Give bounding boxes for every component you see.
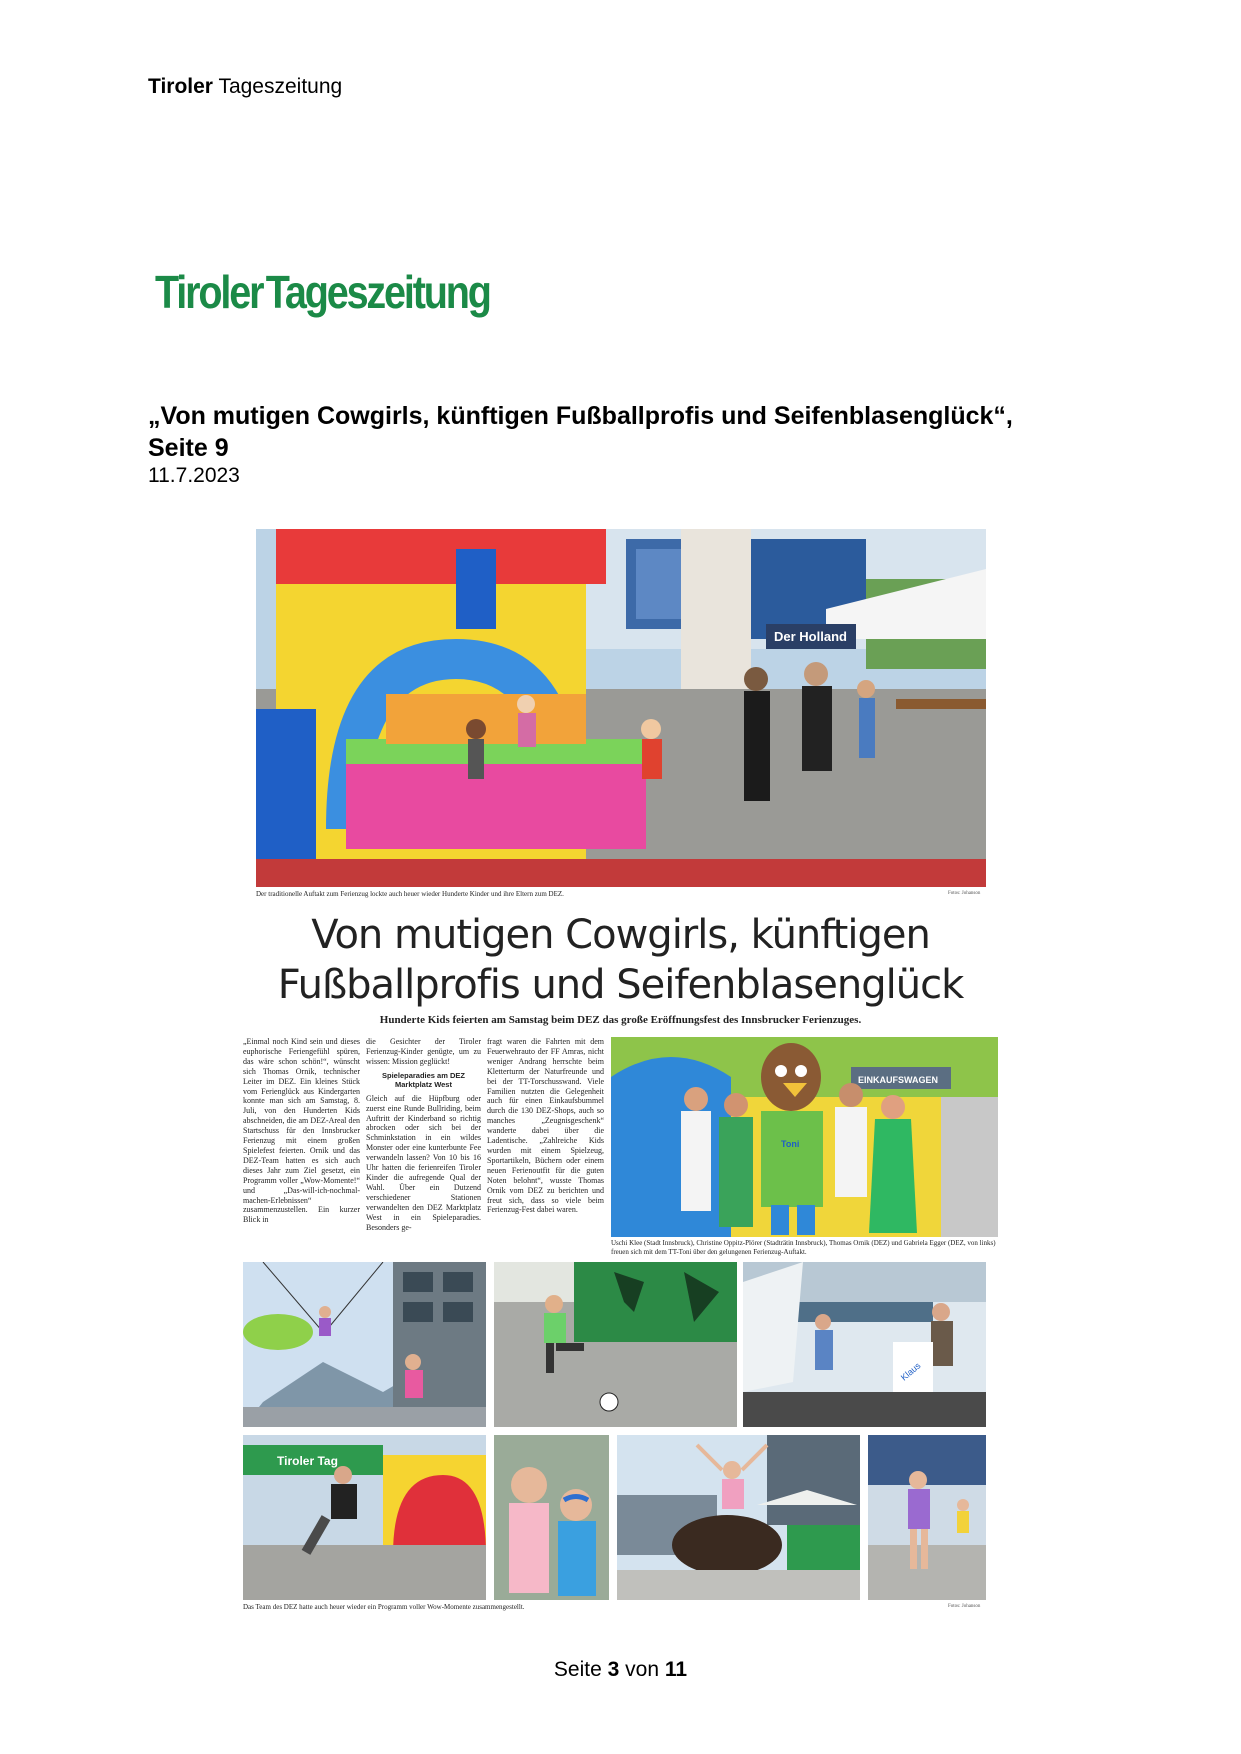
page-footer [0, 1658, 1241, 1682]
group-mascot-photo [611, 1037, 998, 1237]
header-brand-regular: Tageszeitung [218, 75, 343, 98]
clipping-subheadline: Hunderte Kids feierten am Samstag beim DEZ das große Eröffnungsfest des Innsbrucker Ferienzuges. [379, 1014, 862, 1026]
clipping-headline [243, 910, 998, 1010]
band-sign-text: Klaus [898, 1360, 923, 1383]
girl-dancing-photo [868, 1435, 986, 1600]
soccer-kick-photo [494, 1262, 737, 1427]
bull-riding-photo [617, 1435, 860, 1600]
logo-right-word: Tageszeitung [265, 266, 490, 318]
bungee-trampoline-photo [243, 1262, 486, 1427]
article-title-line2: Seite 9 [148, 434, 229, 462]
footer-prefix: Seite [553, 1658, 602, 1681]
article-column-2 [366, 1037, 481, 1232]
bottom-photo-caption: Das Team des DEZ hatte auch heuer wieder ein Programm voller Wow-Momente zusammengestellt. [243, 1603, 525, 1611]
tiroler-tageszeitung-logo [155, 262, 495, 322]
article-column-2-intro: die Gesichter der Tiroler Ferienzug-Kinder genügte, um zu wissen: Mission geglückt! [366, 1037, 481, 1066]
band-stage-photo [743, 1262, 986, 1427]
bouncy-castle-photo [256, 529, 986, 887]
article-column-1: „Einmal noch Kind sein und dieses euphorische Feriengefühl spüren, das wäre schon schön!“, wünscht sich Thomas Ornik, technischer Leiter im DEZ. Ein kleines Stück vom Ferienglück aus Kindergarten konnte man sich am Samstag, 8. Juli, von den Hunderten Kids abschneiden, die am DEZ-Areal den Startschuss für den Innsbrucker Ferienzug mit einem großen Spielefest feierten. Ornik und das DEZ-Team hatten es sich auch dieses Jahr zum Ziel gesetzt, ein Programm voller „Wow-Momente!“ und „Das-will-ich-nochmal-machen-Erlebnissen“ zusammenzustellen. Ein kurzer Blick in [243, 1037, 360, 1225]
mascot-shirt-text: Toni [781, 1139, 800, 1149]
article-title [148, 400, 1108, 464]
article-date: 11.7.2023 [148, 464, 240, 487]
article-column-2-body: Gleich auf die Hüpfburg oder zuerst eine Runde Bullriding, beim Auftritt der Kinderband so richtig abrocken oder sich bei der Schminkstation in ein wildes Monster oder eine kunterbunte Fee verwandeln lassen? Von 10 bis 16 Uhr hatten die ferienreifen Tiroler Kinder die aufregende Qual der Wahl. Über ein Dutzend verschiedener Stationen verwandelten den DEZ Marktplatz West in ein Spieleparadies. Besonders ge- [366, 1093, 481, 1232]
clipping-headline-line1: Von mutigen Cowgirls, künftigen [311, 912, 930, 958]
article-column-3: fragt waren die Fahrten mit dem Feuerwehrauto der FF Amras, nicht weniger Andrang herrschte beim Kletterturm der Naturfreunde und bei der TT-Torschusswand. Viele Familien nutzten die Gelegenheit auch für einen Einkaufsbummel durch die 130 DEZ-Shops, auch so manches „Zeugnisgeschenk“ wanderte dabei über die Ladentische. „Zahlreiche Kids wurden mit einem Spielzeug, Sportartikeln, Büchern oder einem neuen Ferienoutfit für die guten Noten belohnt“, wusste Thomas Ornik vom DEZ zu berichten und freut sich, dass so viele beim Ferienzug-Fest dabei waren. [487, 1037, 604, 1215]
clipping-headline-line2: Fußballprofis und Seifenblasenglück [277, 962, 964, 1008]
footer-total-pages: 11 [664, 1658, 688, 1681]
top-photo-caption: Der traditionelle Auftakt zum Ferienzug lockte auch heuer wieder Hunderte Kinder und ihre Eltern zum DEZ. [256, 890, 564, 898]
store-sign-text: Der Holland [774, 629, 847, 644]
footer-middle: von [625, 1658, 660, 1681]
group-photo-caption: Uschi Klee (Stadt Innsbruck), Christine Oppitz-Plörer (Stadträtin Innsbruck), Thomas Ornik (DEZ) und Gabriela Egger (DEZ, von links) freuen sich mit dem TT-Toni über den gelungenen Ferienzug-Auftakt. [611, 1239, 996, 1256]
cart-sign-text: EINKAUFSWAGEN [858, 1075, 939, 1085]
newspaper-clipping [243, 525, 998, 1615]
footer-page-number: 3 [607, 1658, 620, 1681]
article-title-line1: „Von mutigen Cowgirls, künftigen Fußballprofis und Seifenblasenglück“, [148, 402, 1013, 430]
bouncy-jump-photo [243, 1435, 486, 1600]
face-paint-kids-photo [494, 1435, 609, 1600]
logo-left-word: Tiroler [155, 266, 263, 318]
bouncy-banner-text: Tiroler Tag [277, 1454, 338, 1468]
header-brand [148, 75, 342, 99]
bottom-photo-credit: Fotos: Johanson [948, 1604, 981, 1609]
article-subheading: Spieleparadies am DEZ Marktplatz West [382, 1070, 465, 1090]
header-brand-bold: Tiroler [148, 75, 213, 98]
top-photo-credit: Fotos: Johanson [948, 891, 981, 896]
